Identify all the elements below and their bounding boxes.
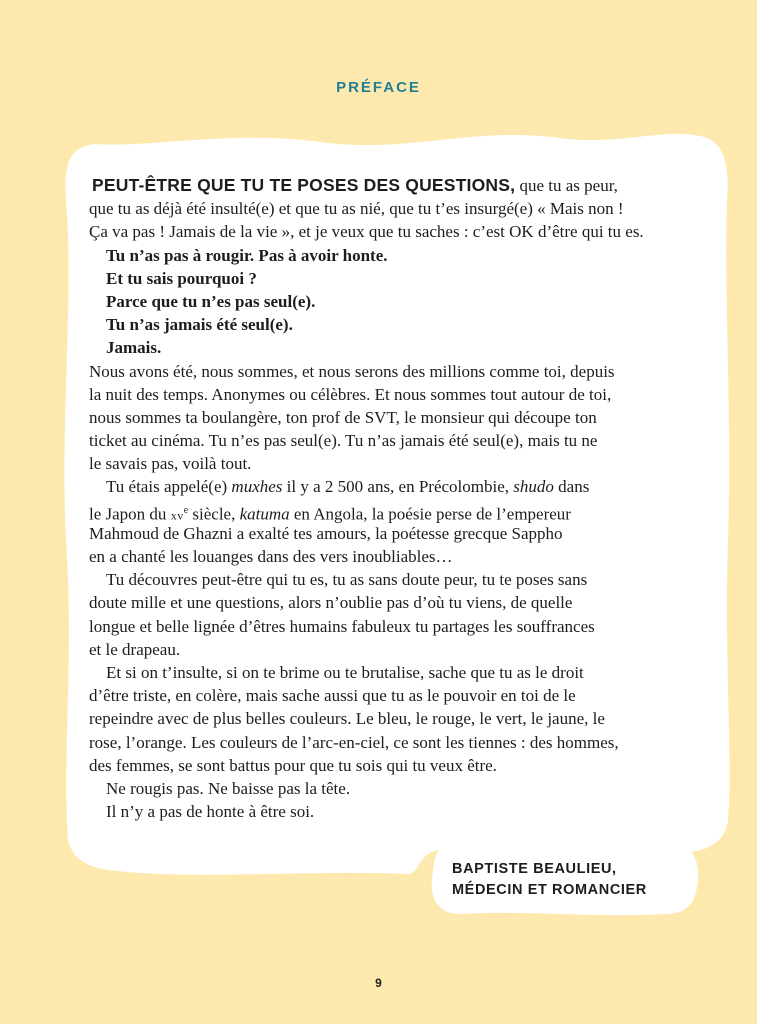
paragraph-line: Ça va pas ! Jamais de la vie », et je veux que tu saches : c’est OK d’être qui tu es. bbox=[89, 222, 644, 242]
preface-text bbox=[89, 174, 689, 823]
paragraph-line: longue et belle lignée d’êtres humains fabuleux tu partages les souffrances bbox=[89, 616, 595, 636]
paragraph-line: Et si on t’insulte, si on te brime ou te brutalise, sache que tu as le droit bbox=[106, 662, 584, 682]
paragraph-line: Mahmoud de Ghazni a exalté tes amours, la poétesse grecque Sappho bbox=[89, 523, 563, 543]
bold-line: Et tu sais pourquoi ? bbox=[106, 268, 257, 288]
lead-in-caps: PEUT-ÊTRE QUE TU TE POSES DES QUESTIONS, bbox=[92, 175, 516, 195]
author-name: BAPTISTE BEAULIEU, bbox=[452, 861, 617, 877]
paragraph-line: repeindre avec de plus belles couleurs. Le bleu, le rouge, le vert, le jaune, le bbox=[89, 709, 605, 729]
paragraph-line: Ne rougis pas. Ne baisse pas la tête. bbox=[106, 778, 351, 798]
author-signature bbox=[452, 859, 692, 901]
paragraph-line: PEUT-ÊTRE QUE TU TE POSES DES QUESTIONS, que tu as peur, bbox=[89, 174, 689, 197]
paragraph-line: et le drapeau. bbox=[89, 639, 181, 659]
author-role: MÉDECIN ET ROMANCIER bbox=[452, 882, 647, 898]
paragraph-line: Tu étais appelé(e) muxhes il y a 2 500 ans, en Précolombie, shudo dans bbox=[106, 477, 590, 497]
paragraph-line: Nous avons été, nous sommes, et nous serons des millions comme toi, depuis bbox=[89, 361, 615, 381]
paragraph-line: Tu découvres peut-être qui tu es, tu as sans doute peur, tu te poses sans bbox=[106, 570, 588, 590]
paragraph-line: Il n’y a pas de honte à être soi. bbox=[106, 802, 315, 822]
paragraph-line: d’être triste, en colère, mais sache aussi que tu as le pouvoir en toi de le bbox=[89, 686, 576, 706]
paragraph-line: la nuit des temps. Anonymes ou célèbres. Et nous sommes tout autour de toi, bbox=[89, 384, 612, 404]
bold-line: Tu n’as pas à rougir. Pas à avoir honte. bbox=[106, 245, 388, 265]
bold-line: Parce que tu n’es pas seul(e). bbox=[106, 291, 316, 311]
bold-line: Tu n’as jamais été seul(e). bbox=[106, 315, 293, 335]
page-title: PRÉFACE bbox=[336, 79, 421, 96]
paragraph-line: le savais pas, voilà tout. bbox=[89, 454, 252, 474]
bold-line: Jamais. bbox=[106, 338, 162, 358]
paragraph-line: des femmes, se sont battus pour que tu sois qui tu veux être. bbox=[89, 755, 497, 775]
page-number: 9 bbox=[375, 976, 382, 990]
paragraph-line: en a chanté les louanges dans des vers inoubliables… bbox=[89, 547, 453, 566]
paragraph-line: que tu as déjà été insulté(e) et que tu as nié, que tu t’es insurgé(e) « Mais non ! bbox=[89, 199, 624, 219]
paragraph-line: rose, l’orange. Les couleurs de l’arc-en-ciel, ce sont les tiennes : des hommes, bbox=[89, 732, 619, 752]
paragraph-line: doute mille et une questions, alors n’oublie pas d’où tu viens, de quelle bbox=[89, 593, 573, 613]
paragraph-line: ticket au cinéma. Tu n’es pas seul(e). Tu n’as jamais été seul(e), mais tu ne bbox=[89, 431, 598, 451]
paragraph-line: le Japon du $xv^e$ siècle, katuma en Angola, la poésie perse de l’empereur bbox=[89, 504, 571, 524]
paragraph-line: nous sommes ta boulangère, ton prof de SVT, le monsieur qui découpe ton bbox=[89, 407, 597, 427]
